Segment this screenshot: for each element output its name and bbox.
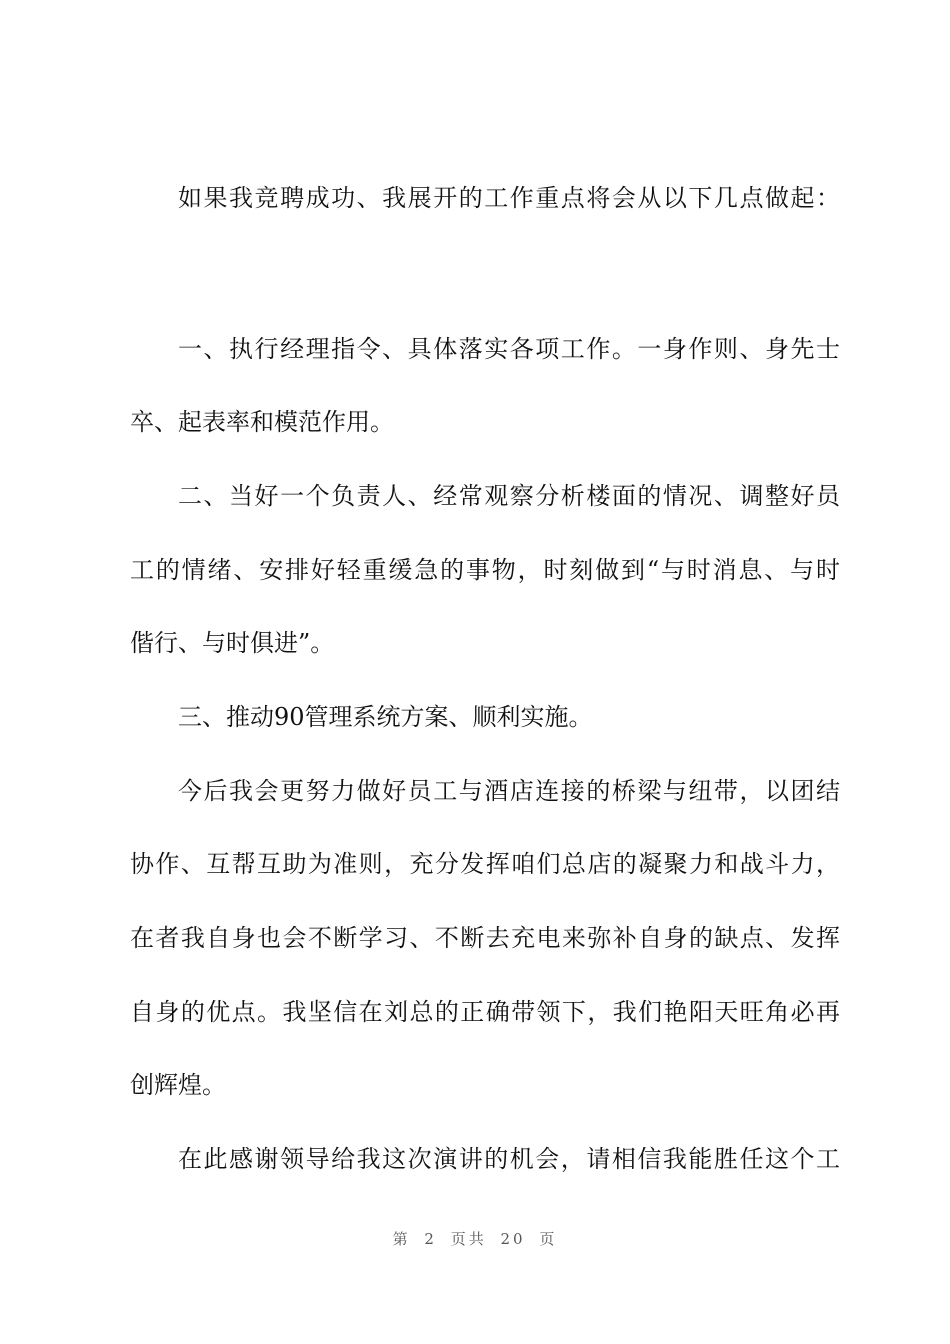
paragraph-point-2-line-1: 二、当好一个负责人、经常观察分析楼面的情况、调整好员 (178, 482, 840, 510)
paragraph-outlook-line-5: 创辉煌。 (130, 1071, 226, 1099)
paragraph-thanks-line-1: 在此感谢领导给我这次演讲的机会，请相信我能胜任这个工 (178, 1145, 840, 1173)
paragraph-intro-line-1: 如果我竞聘成功、我展开的工作重点将会从以下几点做起： (178, 184, 840, 212)
paragraph-outlook-line-4: 自身的优点。我坚信在刘总的正确带领下，我们艳阳天旺角必再 (130, 998, 840, 1026)
paragraph-point-2-line-3: 偕行、与时俱进”。 (130, 629, 335, 657)
paragraph-outlook-line-1: 今后我会更努力做好员工与酒店连接的桥梁与纽带，以团结 (178, 777, 840, 805)
paragraph-outlook-line-3: 在者我自身也会不断学习、不断去充电来弥补自身的缺点、发挥 (130, 924, 840, 952)
paragraph-point-1-line-2: 卒、起表率和模范作用。 (130, 408, 394, 436)
page-number-footer: 第 2 页共 20 页 (392, 1230, 558, 1248)
paragraph-outlook-line-2: 协作、互帮互助为准则，充分发挥咱们总店的凝聚力和战斗力， (130, 850, 840, 878)
paragraph-point-2-line-2: 工的情绪、安排好轻重缓急的事物，时刻做到“与时消息、与时 (130, 556, 840, 584)
paragraph-point-1-line-1: 一、执行经理指令、具体落实各项工作。一身作则、身先士 (178, 335, 840, 363)
paragraph-point-3-line-1: 三、推动90管理系统方案、顺利实施。 (178, 703, 593, 731)
